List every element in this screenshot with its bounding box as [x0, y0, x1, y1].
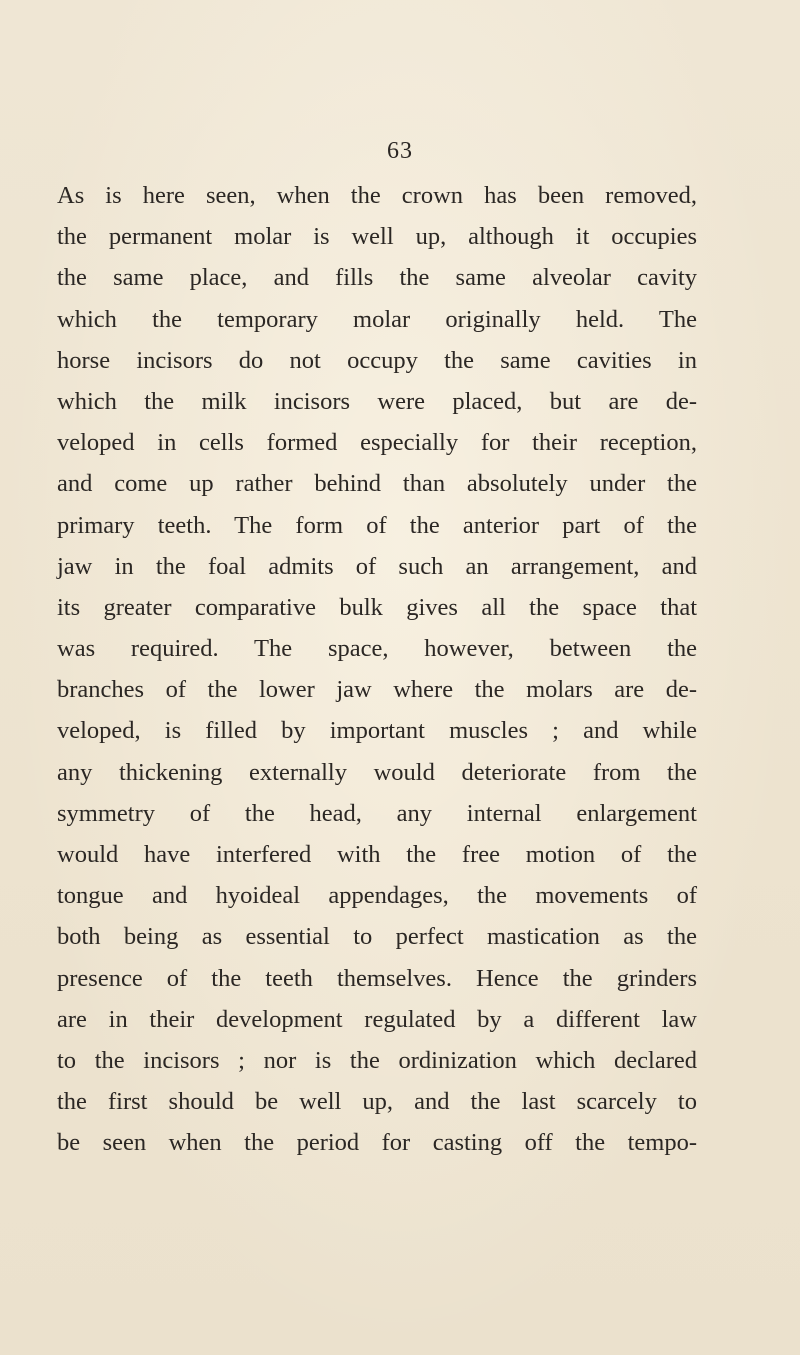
page-number: 63: [387, 138, 413, 164]
text-line: would have interfered with the free motion of the: [57, 841, 697, 868]
text-line: primary teeth. The form of the anterior part of the: [57, 511, 697, 539]
text-line: any thickening externally would deteriorate from the: [57, 758, 697, 786]
text-line: which the temporary molar originally held. The: [57, 305, 697, 333]
text-line: and come up rather behind than absolutely under the: [57, 470, 697, 498]
text-line: veloped, is filled by important muscles ; and while: [57, 717, 697, 745]
text-line: are in their development regulated by a different law: [57, 1005, 697, 1033]
text-line: symmetry of the head, any internal enlargement: [57, 799, 697, 827]
text-line: be seen when the period for casting off the tempo-: [57, 1129, 697, 1157]
text-line: tongue and hyoideal appendages, the movements of: [57, 882, 697, 910]
text-line: was required. The space, however, between the: [57, 635, 697, 663]
text-line: its greater comparative bulk gives all the space that: [57, 593, 697, 621]
text-line: veloped in cells formed especially for their reception,: [57, 429, 697, 457]
text-line: horse incisors do not occupy the same cavities in: [57, 346, 697, 374]
text-line: to the incisors ; nor is the ordinization which declared: [57, 1046, 697, 1074]
body-paragraph: [57, 175, 697, 1164]
text-line: jaw in the foal admits of such an arrangement, and: [57, 552, 697, 580]
text-line: presence of the teeth themselves. Hence the grinders: [57, 964, 697, 992]
text-line: which the milk incisors were placed, but are de-: [57, 387, 697, 415]
text-line: As is here seen, when the crown has been removed,: [57, 182, 697, 209]
text-line: the same place, and fills the same alveolar cavity: [57, 264, 697, 292]
text-line: the permanent molar is well up, although it occupies: [57, 223, 697, 251]
text-line: both being as essential to perfect mastication as the: [57, 923, 697, 951]
text-line: branches of the lower jaw where the molars are de-: [57, 676, 697, 704]
text-line: the first should be well up, and the last scarcely to: [57, 1088, 697, 1116]
